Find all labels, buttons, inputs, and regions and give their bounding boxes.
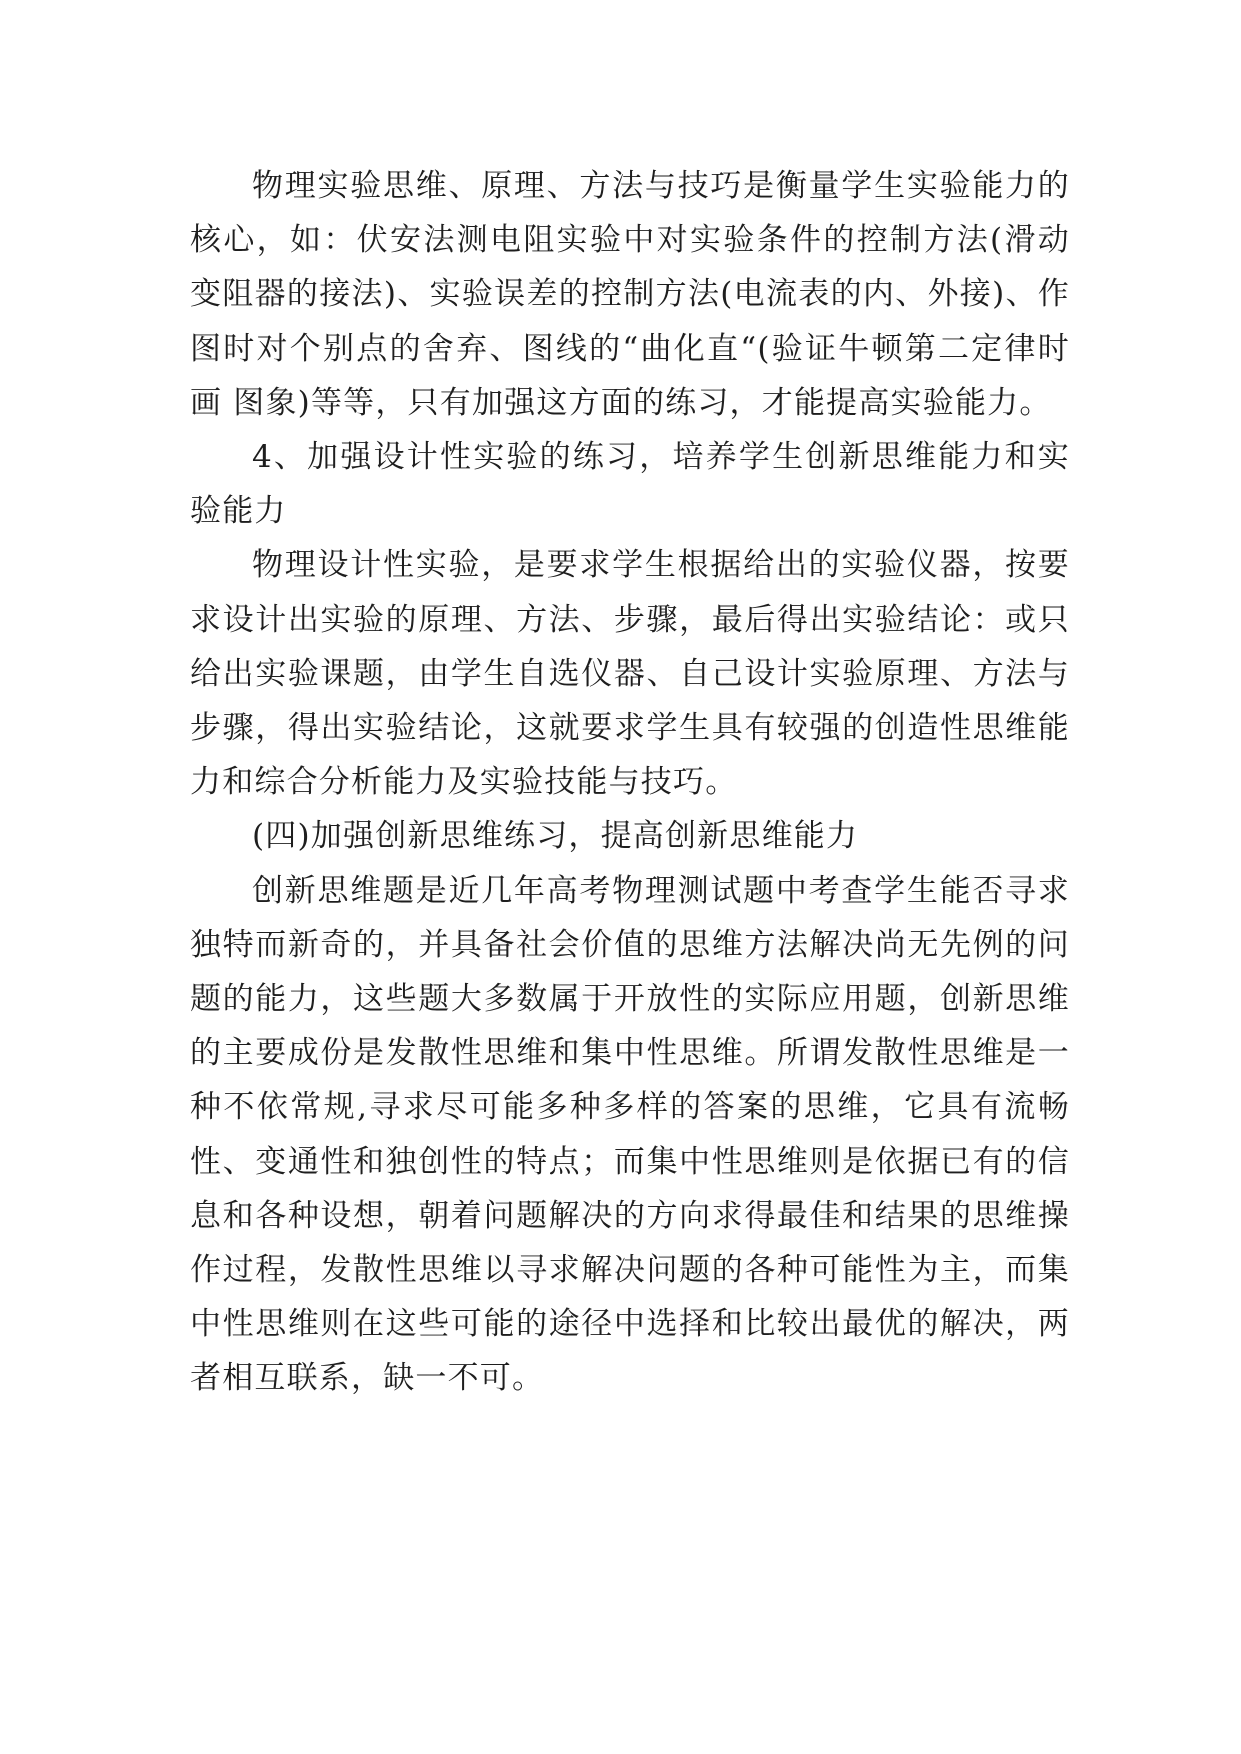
section-heading-creative-thinking: (四)加强创新思维练习，提高创新思维能力 — [252, 818, 859, 855]
section-heading-design-experiments: 4、加强设计性实验的练习，培养学生创新思维能力和实验能力 — [190, 439, 1070, 530]
paragraph-experiment-skills: 物理实验思维、原理、方法与技巧是衡量学生实验能力的核心，如：伏安法测电阻实验中对实验条件的控制方法(滑动变阻器的接法)、实验误差的控制方法(电流表的内、外接)、作图时对个别点的舍弃、图线的“曲化直“(验证牛顿第二定律时画 图象)等等，只有加强这方面的练习，才能提高实验能力。 — [190, 168, 1070, 421]
paragraph-creative-thinking: 创新思维题是近几年高考物理测试题中考查学生能否寻求独特而新奇的，并具备社会价值的思维方法解决尚无先例的问题的能力，这些题大多数属于开放性的实际应用题，创新思维的主要成份是发散性思维和集中性思维。所谓发散性思维是一种不依常规,寻求尽可能多种多样的答案的思维，它具有流畅性、变通性和独创性的特点；而集中性思维则是依据已有的信息和各种设想，朝着问题解决的方向求得最佳和结果的思维操作过程，发散性思维以寻求解决问题的各种可能性为主，而集中性思维则在这些可能的途径中选择和比较出最优的解决，两者相互联系，缺一不可。 — [190, 872, 1070, 1397]
paragraph-design-experiments: 物理设计性实验，是要求学生根据给出的实验仪器，按要求设计出实验的原理、方法、步骤，最后得出实验结论：或只给出实验课题，由学生自选仪器、自己设计实验原理、方法与步骤，得出实验结论，这就要求学生具有较强的创造性思维能力和综合分析能力及实验技能与技巧。 — [190, 547, 1070, 801]
document-body — [190, 159, 1070, 1406]
